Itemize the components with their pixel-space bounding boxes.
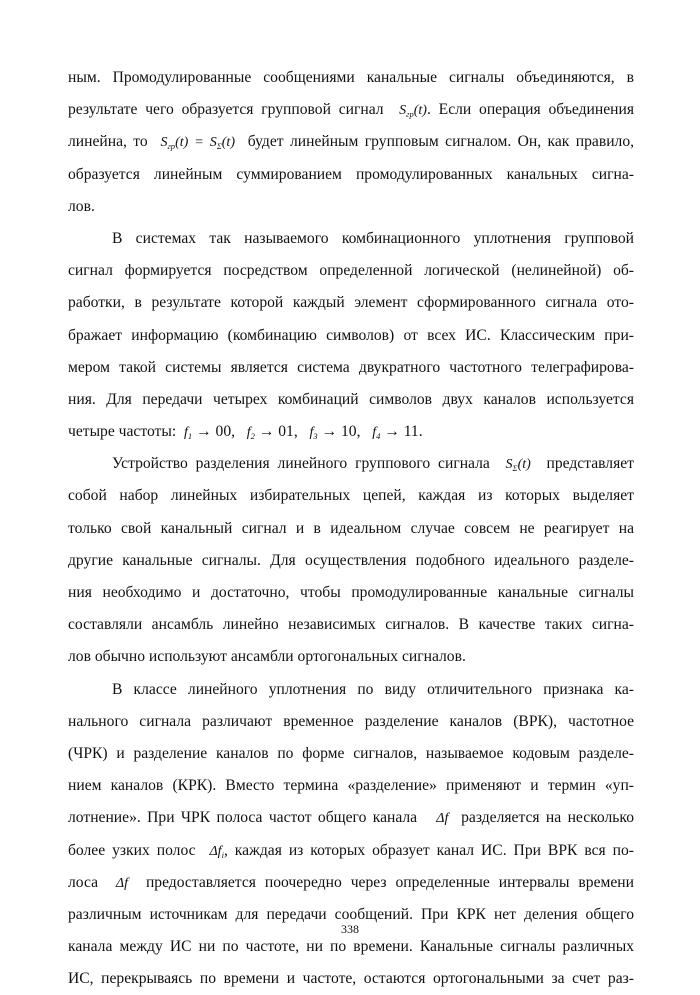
- formula-f1: $f_1$: [183, 425, 193, 442]
- text-line: канала между ИС ни по частоте, ни по времени. Канальные сигналы различных: [68, 938, 634, 956]
- text-line: линейна, то $S_{гр}(t) = S_\Sigma(t)$ будет линейным групповым сигналом. Он, как правило,: [68, 133, 635, 152]
- text-line: нального сигнала различают временное разделение каналов (ВРК), частотное: [68, 712, 634, 730]
- text-line: ИС, перекрываясь по времени и частоте, остаются ортогональными за счет раз-: [68, 970, 634, 988]
- formula-s-sigma: $S_\Sigma(t)$: [505, 457, 531, 474]
- formula-delta-f: Δf: [115, 875, 129, 891]
- text-line: различным источникам для передачи сообщений. При КРК нет деления общего: [68, 905, 634, 923]
- text-line: ния. Для передачи четырех комбинаций символов двух каналов используется: [68, 390, 634, 408]
- text-line: работки, в результате которой каждый элемент сформированного сигнала ото-: [68, 294, 634, 312]
- formula-f3: $f_3$: [309, 425, 318, 442]
- text-line: мером такой системы является система двукратного частотного телеграфирова-: [68, 358, 634, 376]
- text-line: лов.: [68, 197, 95, 215]
- text-line: четыре частоты: $f_1 \to 00$, $f_2 \to 01$, $f_3 \to 10$, $f_4 \to 11$.: [68, 423, 423, 442]
- page-number: 338: [341, 922, 359, 936]
- text-line: другие канальные сигналы. Для осуществления подобного идеального разделе-: [68, 551, 634, 569]
- paragraph-first-line: В классе линейного уплотнения по виду отличительного признака ка-: [112, 680, 634, 698]
- paragraph-first-line: В системах так называемого комбинационного уплотнения групповой: [112, 229, 634, 247]
- text-line: составляли ансамбль линейно независимых сигналов. В качестве таких сигна-: [68, 616, 634, 634]
- formula-delta-fi: $\Delta f_i$: [209, 843, 224, 860]
- text-line: лов обычно используют ансамбли ортогональных сигналов.: [68, 648, 466, 666]
- text-line: только свой канальный сигнал и в идеальном случае совсем не реагирует на: [68, 519, 634, 537]
- text-line: (ЧРК) и разделение каналов по форме сигналов, называемое кодовым разделе-: [68, 744, 634, 762]
- text-line: образуется линейным суммированием промодулированных канальных сигна-: [68, 165, 634, 183]
- text-line: собой набор линейных избирательных цепей, каждая из которых выделяет: [68, 487, 634, 505]
- text-line: более узких полос $\Delta f_i$, каждая из которых образует канал ИС. При ВРК вся по-: [68, 841, 634, 860]
- text-line: ным. Промодулированные сообщениями канальные сигналы объединяются, в: [68, 69, 634, 86]
- body-text: [68, 62, 634, 995]
- text-line: нием каналов (КРК). Вместо термина «разделение» применяют и термин «уп-: [68, 777, 634, 795]
- text-line: ния необходимо и достаточно, чтобы промодулированные канальные сигналы: [68, 584, 634, 601]
- text-line: лотнение». При ЧРК полоса частот общего канала Δf разделяется на несколько: [68, 809, 634, 827]
- paragraph-first-line: Устройство разделения линейного группового сигнала $S_\Sigma(t)$ представляет: [112, 455, 635, 474]
- formula-f4: $f_4$: [372, 425, 381, 442]
- formula-delta-f: Δf: [436, 811, 449, 827]
- text-line: результате чего образуется групповой сигнал $S_{гр}(t)$. Если операция объединения: [68, 101, 635, 120]
- text-line: лоса Δf предоставляется поочередно через определенные интервалы времени: [68, 873, 634, 891]
- formula-linear-equality: $S_{гр}(t) = S_\Sigma(t)$: [160, 135, 235, 152]
- text-line: бражает информацию (комбинацию символов) от всех ИС. Классическим при-: [68, 326, 634, 344]
- text-line: сигнал формируется посредством определенной логической (нелинейной) об-: [68, 262, 634, 280]
- formula-f2: $f_2$: [246, 425, 255, 442]
- formula-s-gr: $S_{гр}(t)$: [399, 103, 427, 120]
